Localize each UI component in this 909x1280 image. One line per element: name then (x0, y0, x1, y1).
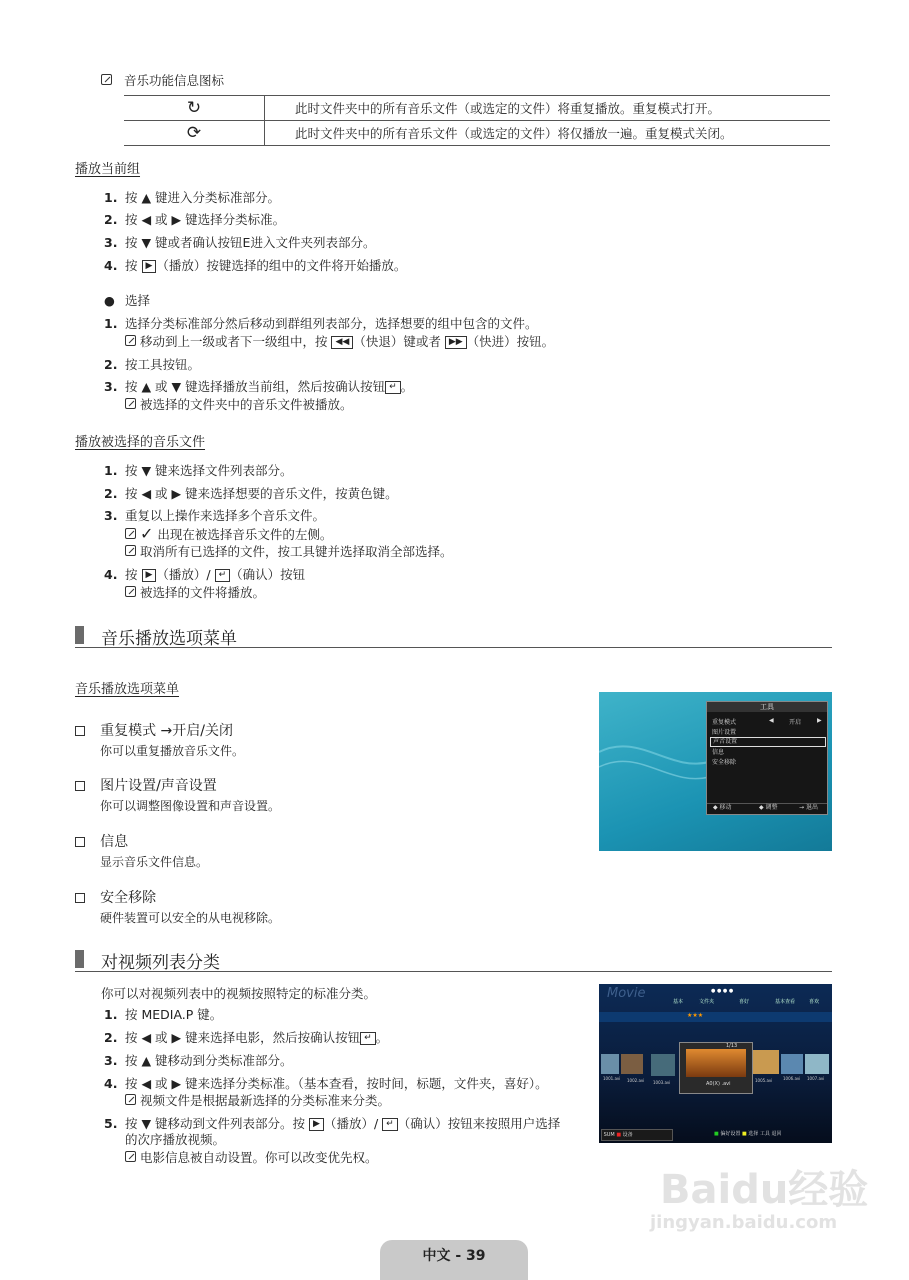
subheading-play-selected: 播放被选择的音乐文件 (75, 435, 206, 450)
section-bar (75, 626, 84, 644)
list-item: 5. 按 ▼ 键移动到文件列表部分。按 ▶ （播放）/ ↵ （确认）按钮来按照用户选择 (104, 1116, 561, 1131)
option-item: 安全移除 硬件装置可以安全的从电视移除。 (75, 887, 280, 926)
note-icon (125, 1151, 136, 1162)
exit-hint: → 退出 (799, 804, 818, 811)
table-cell: 此时文件夹中的所有音乐文件（或选定的文件）将仅播放一遍。重复模式关闭。 (265, 121, 831, 146)
list-item: 4. 按 ◀ 或 ▶ 键来选择分类标准。（基本查看，按时间，标题，文件夹，喜好）。 (104, 1076, 548, 1091)
list-item: 1. 按 ▼ 键来选择文件列表部分。 (104, 463, 293, 478)
play-icon: ▶ (142, 260, 157, 273)
option-item: 重复模式 →开启/关闭 你可以重复播放音乐文件。 (75, 720, 244, 759)
checkbox-icon (75, 893, 85, 903)
right-arrow-icon: ▶ (817, 717, 822, 724)
baidu-watermark-url: jingyan.baidu.com (650, 1212, 838, 1233)
note-line: 电影信息被自动设置。你可以改变优先权。 (125, 1149, 378, 1166)
baidu-watermark-logo: Baidu经验 (660, 1167, 869, 1213)
play-icon: ▶ (142, 569, 157, 582)
section-bar (75, 950, 84, 968)
list-item: 4. 按 ▶ （播放）/ ↵ （确认）按钮 (104, 567, 306, 582)
selected-thumbnail[interactable] (679, 1042, 753, 1094)
table-row (124, 121, 830, 146)
thumbnail[interactable] (753, 1050, 779, 1074)
list-item: 1. 按 MEDIA.P 键。 (104, 1007, 223, 1022)
left-arrow-icon: ◀ (769, 717, 774, 724)
section-intro: 你可以对视频列表中的视频按照特定的标准分类。 (101, 986, 377, 1001)
thumbnail-label: 1001.avi (603, 1076, 621, 1081)
page-indicator: 1/13 (726, 1043, 738, 1049)
list-item: 3. 按 ▼ 键或者确认按钮E进入文件夹列表部分。 (104, 235, 376, 250)
select-title: ● 选择 (104, 293, 151, 308)
note-icon (125, 586, 136, 597)
section-header-video-sort (75, 949, 832, 972)
note-line: 移动到上一级或者下一级组中，按 ◀◀ （快退）键或者 ▶▶ （快进）按钮。 (125, 333, 554, 350)
list-item: 2. 按工具按钮。 (104, 357, 201, 372)
menu-item[interactable]: 图片设置 (712, 729, 737, 736)
icon-info-header (101, 72, 224, 89)
move-hint: ◆ 移动 (713, 804, 732, 811)
tools-menu (706, 701, 828, 815)
selected-title: A0(X) .avi (706, 1081, 731, 1087)
tools-title: 工具 (707, 702, 827, 712)
movie-list-screenshot (599, 984, 832, 1143)
tools-menu-screenshot (599, 692, 832, 851)
list-item: 3. 按 ▲ 键移动到分类标准部分。 (104, 1053, 293, 1068)
section-header-music-options (75, 625, 832, 648)
page-number: 中文 - 39 (422, 1248, 486, 1264)
thumbnail-label: 1007.avi (807, 1076, 825, 1081)
list-item: 1. 按 ▲ 键进入分类标准部分。 (104, 190, 281, 205)
thumbnail[interactable] (651, 1054, 675, 1076)
list-item: 1. 选择分类标准部分然后移动到群组列表部分，选择想要的组中包含的文件。 (104, 316, 538, 331)
movie-title: Movie (607, 986, 646, 1001)
subheading-play-group: 播放当前组 (75, 162, 141, 177)
enter-icon: ↵ (385, 381, 401, 394)
thumbnail-label: 1002.avi (627, 1078, 645, 1083)
menu-item[interactable]: 信息 (712, 749, 725, 756)
note-icon (125, 335, 136, 346)
tab-basic-view[interactable]: 基本查看 (775, 999, 796, 1005)
section-title: 对视频列表分类 (101, 953, 220, 973)
thumbnail-label: 1006.avi (783, 1076, 801, 1081)
table-cell: 此时文件夹中的所有音乐文件（或选定的文件）将重复播放。重复模式打开。 (265, 96, 831, 121)
tab-folder[interactable]: 文件夹 (699, 999, 715, 1005)
menu-item[interactable]: 声音设置 (710, 737, 826, 747)
list-item-continued: 的次序播放视频。 (125, 1132, 226, 1147)
adjust-hint: ◆ 调整 (759, 804, 778, 811)
note-line: 被选择的文件将播放。 (125, 584, 265, 601)
thumbnail[interactable] (621, 1054, 643, 1074)
tab-favorite[interactable]: 喜好 (739, 999, 750, 1005)
play-icon: ▶ (309, 1118, 324, 1131)
checkbox-icon (75, 726, 85, 736)
enter-icon: ↵ (382, 1118, 398, 1131)
thumbnail-label: 1003.avi (653, 1080, 671, 1085)
pager-dots: ● ● ● ● (711, 988, 734, 994)
star-icon: ★★★ (687, 1012, 704, 1019)
note-line: 取消所有已选择的文件，按工具键并选择取消全部选择。 (125, 543, 453, 560)
note-icon (101, 74, 112, 85)
thumbnail[interactable] (601, 1054, 619, 1074)
thumbnail[interactable] (805, 1054, 829, 1074)
note-line: ✓ 出现在被选择音乐文件的左侧。 (125, 525, 332, 543)
note-icon (125, 528, 136, 539)
option-item: 图片设置/声音设置 你可以调整图像设置和声音设置。 (75, 775, 280, 814)
note-icon (125, 1094, 136, 1105)
icon-info-table (124, 95, 830, 146)
enter-icon: ↵ (360, 1032, 376, 1045)
rewind-icon: ◀◀ (331, 336, 353, 349)
device-bar: SUM ■ 设备 (601, 1129, 673, 1141)
page-footer (380, 1240, 528, 1280)
checkmark-icon: ✓ (139, 524, 154, 543)
repeat-off-icon: ⟳ (124, 121, 265, 146)
menu-item[interactable]: 安全移除 (712, 759, 737, 766)
list-item: 2. 按 ◀ 或 ▶ 键选择分类标准。 (104, 212, 286, 227)
tab-like[interactable]: 喜欢 (809, 999, 820, 1005)
note-line: 被选择的文件夹中的音乐文件被播放。 (125, 396, 353, 413)
section-title: 音乐播放选项菜单 (101, 629, 237, 649)
list-item: 2. 按 ◀ 或 ▶ 键来选择电影，然后按确认按钮 ↵ 。 (104, 1030, 389, 1045)
repeat-value: 开启 (789, 719, 802, 726)
note-icon (125, 545, 136, 556)
list-item: 4. 按 ▶ （播放）按键选择的组中的文件将开始播放。 (104, 258, 407, 273)
list-item: 2. 按 ◀ 或 ▶ 键来选择想要的音乐文件，按黄色键。 (104, 486, 398, 501)
list-item: 3. 按 ▲ 或 ▼ 键选择播放当前组，然后按确认按钮 ↵ 。 (104, 379, 414, 394)
list-item: 3. 重复以上操作来选择多个音乐文件。 (104, 508, 326, 523)
bottom-hints: ■ 偏好设置 ■ 选择 工具 退回 (714, 1131, 782, 1137)
category-bar (599, 1012, 832, 1022)
checkbox-icon (75, 837, 85, 847)
checkbox-icon (75, 781, 85, 791)
subheading-music-options: 音乐播放选项菜单 (75, 682, 180, 697)
tab-basic[interactable]: 基本 (673, 999, 684, 1005)
thumbnail-image (686, 1049, 746, 1077)
note-line: 视频文件是根据最新选择的分类标准来分类。 (125, 1092, 390, 1109)
enter-icon: ↵ (215, 569, 231, 582)
icon-info-title: 音乐功能信息图标 (123, 73, 224, 88)
fast-forward-icon: ▶▶ (445, 336, 467, 349)
repeat-on-icon: ↻ (124, 96, 265, 121)
option-item: 信息 显示音乐文件信息。 (75, 831, 208, 870)
note-icon (125, 398, 136, 409)
menu-item[interactable]: 重复模式 (712, 719, 737, 726)
thumbnail-label: 1005.avi (755, 1078, 773, 1083)
thumbnail[interactable] (781, 1054, 803, 1074)
table-row (124, 96, 830, 121)
